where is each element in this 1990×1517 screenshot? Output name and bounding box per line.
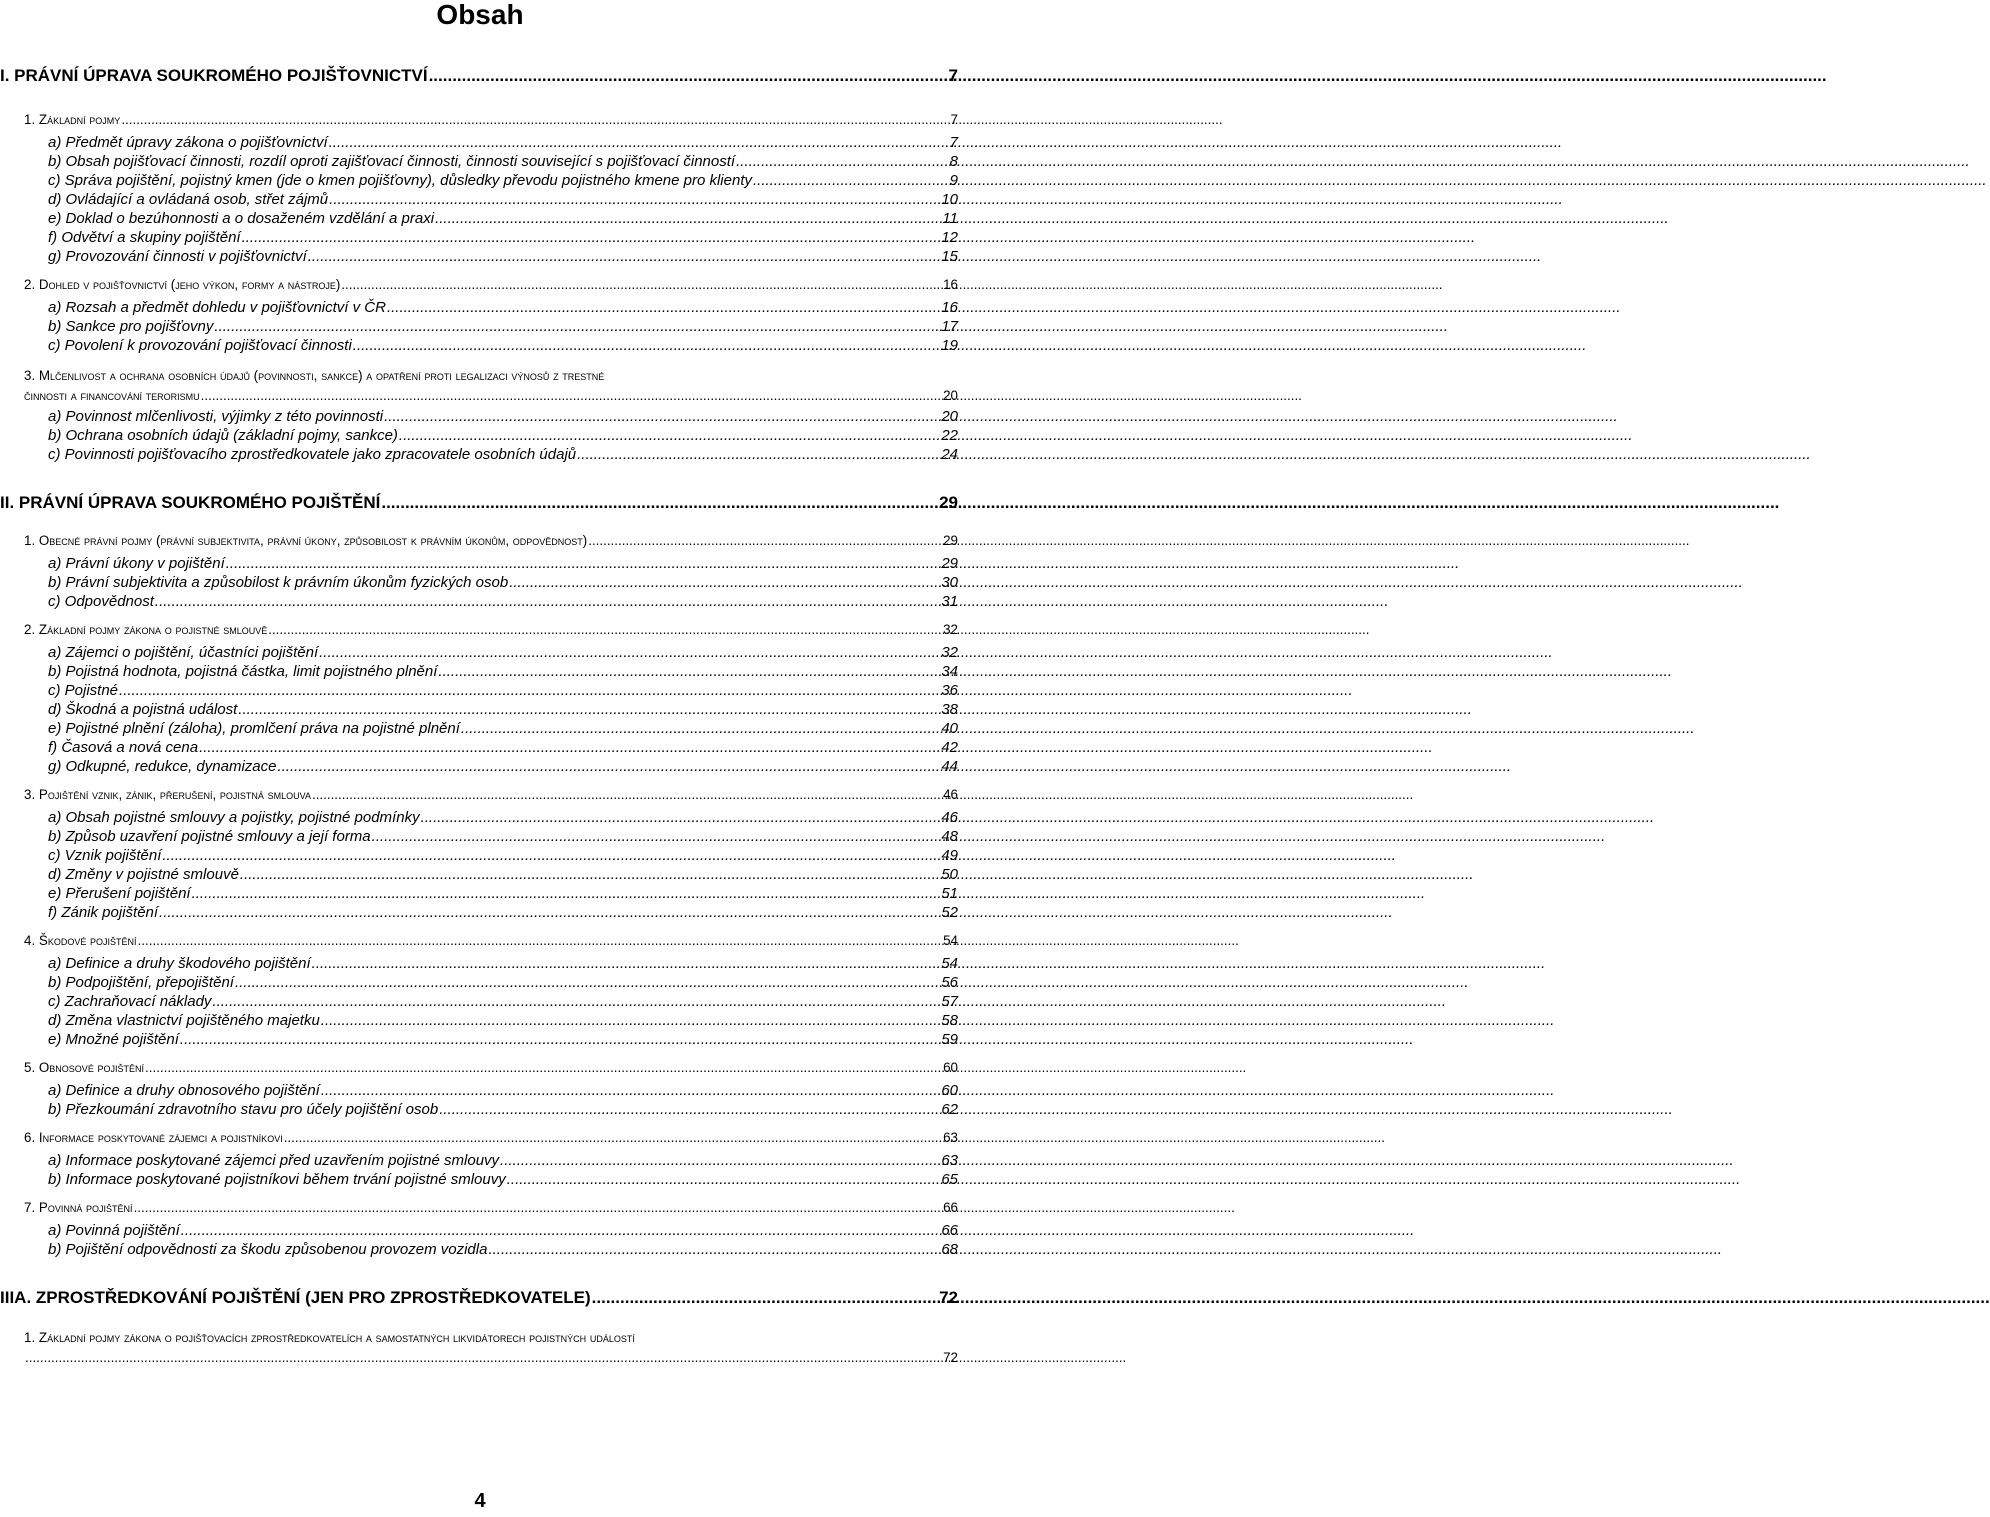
toc-item-entry-page: 20 bbox=[941, 408, 958, 425]
toc-section-entry-page: 66 bbox=[943, 1200, 958, 1215]
toc-item-entry-label: a) Zájemci o pojištění, účastníci pojištění bbox=[48, 644, 319, 661]
toc-item-entry[interactable] bbox=[0, 1031, 958, 1050]
toc-item-entry[interactable] bbox=[0, 446, 958, 465]
spacer bbox=[0, 267, 958, 277]
toc-item-entry-page: 68 bbox=[941, 1241, 958, 1258]
toc-item-entry-label: e) Množné pojištění bbox=[48, 1031, 179, 1048]
document-page bbox=[0, 0, 960, 1517]
toc-part-entry-label: I. PRÁVNÍ ÚPRAVA SOUKROMÉHO POJIŠŤOVNICTVÍ bbox=[0, 66, 428, 85]
toc-item-entry-label: d) Škodná a pojistná událost bbox=[48, 701, 238, 718]
toc-item-entry-page: 56 bbox=[941, 974, 958, 991]
dot-leader bbox=[134, 1200, 943, 1215]
toc-section-entry[interactable] bbox=[0, 1060, 958, 1082]
dot-leader bbox=[461, 720, 940, 737]
dot-leader bbox=[399, 427, 940, 444]
dot-leader bbox=[319, 644, 940, 661]
dot-leader bbox=[592, 1288, 938, 1308]
toc-item-entry-page: 58 bbox=[941, 1012, 958, 1029]
toc-section-entry-page: 16 bbox=[943, 277, 958, 292]
toc-section-entry-label: 1. Základní pojmy bbox=[24, 112, 121, 127]
toc-item-entry-label: a) Definice a druhy škodového pojištění bbox=[48, 955, 311, 972]
toc-item-entry-label: a) Předmět úpravy zákona o pojišťovnictví bbox=[48, 134, 328, 151]
dot-leader bbox=[159, 904, 940, 921]
toc-item-entry-page: 36 bbox=[941, 682, 958, 699]
toc-section-entry[interactable] bbox=[0, 1328, 958, 1370]
toc-item-entry[interactable] bbox=[0, 885, 958, 904]
toc-item-entry-page: 46 bbox=[941, 809, 958, 826]
toc-item-entry-label: f) Odvětví a skupiny pojištění bbox=[48, 229, 241, 246]
toc-item-entry-page: 24 bbox=[941, 446, 958, 463]
toc-section-entry[interactable] bbox=[0, 1200, 958, 1222]
toc-item-entry-label: e) Přerušení pojištění bbox=[48, 885, 191, 902]
toc-item-entry[interactable] bbox=[0, 408, 958, 427]
dot-leader bbox=[321, 1012, 941, 1029]
toc-item-entry-page: 31 bbox=[941, 593, 958, 610]
toc-item-entry-label: a) Povinnost mlčenlivosti, výjimky z této povinnosti bbox=[48, 408, 384, 425]
toc-item-entry[interactable] bbox=[0, 191, 958, 210]
spacer bbox=[0, 1190, 958, 1200]
toc-item-entry[interactable] bbox=[0, 701, 958, 720]
toc-section-entry[interactable] bbox=[0, 787, 958, 809]
toc-section-entry[interactable] bbox=[0, 366, 958, 408]
toc-item-entry-label: a) Definice a druhy obnosového pojištění bbox=[48, 1082, 320, 1099]
dot-leader bbox=[162, 847, 940, 864]
spacer bbox=[0, 356, 958, 366]
dot-leader bbox=[488, 1241, 940, 1258]
toc-item-entry[interactable] bbox=[0, 644, 958, 663]
dot-leader bbox=[500, 1152, 940, 1169]
toc-item-entry[interactable] bbox=[0, 153, 958, 172]
toc-item-entry-page: 29 bbox=[941, 555, 958, 572]
dot-leader bbox=[180, 1031, 940, 1048]
dot-leader bbox=[507, 1171, 941, 1188]
toc-section-entry-label: 2. Dohled v pojišťovnictví (jeho výkon, formy a nástroje) bbox=[24, 277, 341, 292]
dot-leader bbox=[353, 337, 941, 354]
toc-item-entry[interactable] bbox=[0, 134, 958, 153]
toc-item-entry-page: 50 bbox=[941, 866, 958, 883]
toc-item-entry-page: 17 bbox=[941, 318, 958, 335]
toc-item-entry[interactable] bbox=[0, 210, 958, 229]
toc-item-entry[interactable] bbox=[0, 318, 958, 337]
toc-section-entry-page: 29 bbox=[943, 533, 958, 548]
toc-section-entry-line2-label: činnosti a financování terorismu bbox=[24, 388, 200, 403]
toc-item-entry-page: 32 bbox=[941, 644, 958, 661]
dot-leader bbox=[341, 277, 942, 292]
toc-section-entry-label: 1. Obecné právní pojmy (právní subjektivita, právní úkony, způsobilost k právním úkonům, odpovědnost) bbox=[24, 533, 588, 548]
toc-item-entry[interactable] bbox=[0, 1101, 958, 1120]
toc-item-entry-label: b) Přezkoumání zdravotního stavu pro účely pojištění osob bbox=[48, 1101, 439, 1118]
toc-section-entry-label: 5. Obnosové pojištění bbox=[24, 1060, 145, 1075]
toc-item-entry-page: 15 bbox=[941, 248, 958, 265]
toc-item-entry-label: g) Odkupné, redukce, dynamizace bbox=[48, 758, 277, 775]
spacer bbox=[0, 777, 958, 787]
toc-item-entry-page: 11 bbox=[942, 210, 958, 227]
dot-leader bbox=[240, 866, 940, 883]
toc-item-entry-label: a) Právní úkony v pojištění bbox=[48, 555, 225, 572]
dot-leader bbox=[753, 172, 949, 189]
toc-section-entry-page: 46 bbox=[943, 787, 958, 802]
toc-item-entry-label: f) Časová a nová cena bbox=[48, 739, 199, 756]
toc-section-entry-page: 7 bbox=[950, 112, 958, 127]
toc-part-entry[interactable] bbox=[0, 1288, 958, 1328]
dot-leader bbox=[321, 1082, 940, 1099]
spacer bbox=[0, 1120, 958, 1130]
toc-item-entry-page: 7 bbox=[949, 134, 958, 151]
toc-item-entry-page: 49 bbox=[941, 847, 958, 864]
toc-item-entry[interactable] bbox=[0, 1012, 958, 1031]
toc-item-entry-page: 8 bbox=[949, 153, 958, 170]
page-number: 4 bbox=[474, 1490, 486, 1512]
toc-part-entry-page: 7 bbox=[948, 66, 958, 85]
toc-item-entry[interactable] bbox=[0, 809, 958, 828]
toc-item-entry-page: 12 bbox=[941, 229, 958, 246]
toc-item-entry-label: a) Obsah pojistné smlouvy a pojistky, pojistné podmínky bbox=[48, 809, 420, 826]
dot-leader bbox=[435, 210, 941, 227]
dot-leader bbox=[212, 993, 940, 1010]
toc-item-entry-label: c) Povinnosti pojišťovacího zprostředkovatele jako zpracovatele osobních údajů bbox=[48, 446, 577, 463]
toc-item-entry-page: 65 bbox=[941, 1171, 958, 1188]
dot-leader bbox=[329, 134, 949, 151]
spacer bbox=[0, 612, 958, 622]
toc-section-entry[interactable] bbox=[0, 533, 958, 555]
toc-item-entry-label: a) Rozsah a předmět dohledu v pojišťovnictví v ČR bbox=[48, 299, 386, 316]
dot-leader bbox=[329, 191, 940, 208]
toc-item-entry-page: 40 bbox=[941, 720, 958, 737]
toc-part-entry-label: IIIA. ZPROSTŘEDKOVÁNÍ POJIŠTĚNÍ (JEN PRO ZPROSTŘEDKOVATELE) bbox=[0, 1288, 591, 1307]
dot-leader bbox=[588, 533, 942, 548]
toc-item-entry-label: f) Zánik pojištění bbox=[48, 904, 159, 921]
spacer bbox=[0, 1260, 958, 1288]
toc-item-entry-label: c) Odpovědnost bbox=[48, 593, 154, 610]
dot-leader bbox=[242, 229, 941, 246]
toc-item-entry[interactable] bbox=[0, 682, 958, 701]
toc-item-entry-page: 44 bbox=[941, 758, 958, 775]
toc-item-entry[interactable] bbox=[0, 720, 958, 739]
toc-part-entry[interactable] bbox=[0, 66, 958, 112]
dot-leader bbox=[509, 574, 940, 591]
toc-item-entry-page: 38 bbox=[941, 701, 958, 718]
dot-leader bbox=[736, 153, 949, 170]
toc-item-entry-page: 10 bbox=[941, 191, 958, 208]
toc-item-entry-label: d) Ovládající a ovládaná osob, střet zájmů bbox=[48, 191, 329, 208]
toc-item-entry-label: d) Změna vlastnictví pojištěného majetku bbox=[48, 1012, 320, 1029]
toc-item-entry-label: c) Pojistné bbox=[48, 682, 119, 699]
dot-leader bbox=[155, 593, 940, 610]
dot-leader bbox=[577, 446, 940, 463]
toc-item-entry-label: b) Pojistná hodnota, pojistná částka, limit pojistného plnění bbox=[48, 663, 438, 680]
toc-section-entry-page: 32 bbox=[943, 622, 958, 637]
dot-leader bbox=[277, 758, 940, 775]
toc-item-entry-page: 62 bbox=[941, 1101, 958, 1118]
dot-leader bbox=[439, 1101, 940, 1118]
toc-item-entry-page: 51 bbox=[941, 885, 958, 902]
toc-item-entry-label: b) Podpojištění, přepojištění bbox=[48, 974, 234, 991]
toc-section-entry[interactable] bbox=[0, 933, 958, 955]
toc-item-entry[interactable] bbox=[0, 1171, 958, 1190]
dot-leader bbox=[421, 809, 941, 826]
dot-leader bbox=[138, 933, 943, 948]
dot-leader bbox=[181, 1222, 941, 1239]
dot-leader bbox=[235, 974, 940, 991]
toc-part-entry-label: II. PRÁVNÍ ÚPRAVA SOUKROMÉHO POJIŠTĚNÍ bbox=[0, 493, 381, 512]
toc-item-entry[interactable] bbox=[0, 427, 958, 446]
toc-section-entry[interactable] bbox=[0, 277, 958, 299]
toc-section-entry-label: 3. Pojištění vznik, zánik, přerušení, pojistná smlouva bbox=[24, 787, 311, 802]
toc-item-entry[interactable] bbox=[0, 904, 958, 923]
toc-item-entry-label: e) Doklad o bezúhonnosti a o dosaženém vzdělání a praxi bbox=[48, 210, 435, 227]
toc-item-entry-page: 30 bbox=[941, 574, 958, 591]
dot-leader bbox=[145, 1060, 942, 1075]
toc-item-entry[interactable] bbox=[0, 172, 958, 191]
spacer bbox=[0, 465, 958, 493]
toc-item-entry[interactable] bbox=[0, 974, 958, 993]
dot-leader bbox=[312, 955, 941, 972]
toc-item-entry[interactable] bbox=[0, 299, 958, 318]
toc-item-entry-label: e) Pojistné plnění (záloha), promlčení práva na pojistné plnění bbox=[48, 720, 460, 737]
toc-item-entry-page: 60 bbox=[941, 1082, 958, 1099]
toc-item-entry-label: d) Změny v pojistné smlouvě bbox=[48, 866, 239, 883]
toc-section-entry[interactable] bbox=[0, 1130, 958, 1152]
toc-item-entry-label: b) Pojištění odpovědnosti za škodu způsobenou provozem vozidla bbox=[48, 1241, 488, 1258]
toc-item-entry-page: 42 bbox=[941, 739, 958, 756]
dot-leader bbox=[226, 555, 941, 572]
dot-leader bbox=[121, 112, 949, 127]
toc-item-entry[interactable] bbox=[0, 955, 958, 974]
toc-item-entry[interactable] bbox=[0, 758, 958, 777]
dot-leader bbox=[387, 299, 940, 316]
dot-leader bbox=[312, 787, 942, 802]
toc-section-entry[interactable] bbox=[0, 112, 958, 134]
dot-leader bbox=[238, 701, 940, 718]
toc-item-entry-page: 48 bbox=[941, 828, 958, 845]
toc-item-entry-label: c) Zachraňovací náklady bbox=[48, 993, 212, 1010]
toc-item-entry[interactable] bbox=[0, 1152, 958, 1171]
toc-section-entry-label: 4. Škodové pojištění bbox=[24, 933, 137, 948]
toc-item-entry[interactable] bbox=[0, 248, 958, 267]
toc-section-entry-line2[interactable] bbox=[24, 1348, 958, 1370]
toc-item-entry[interactable] bbox=[0, 866, 958, 885]
dot-leader bbox=[438, 663, 940, 680]
toc-item-entry[interactable] bbox=[0, 739, 958, 758]
toc-item-entry-page: 63 bbox=[941, 1152, 958, 1169]
toc-item-entry[interactable] bbox=[0, 229, 958, 248]
toc-item-entry-label: c) Povolení k provozování pojišťovací činnosti bbox=[48, 337, 352, 354]
dot-leader bbox=[372, 828, 941, 845]
dot-leader bbox=[199, 739, 940, 756]
toc-section-entry-page: 63 bbox=[943, 1130, 958, 1145]
toc-item-entry[interactable] bbox=[0, 574, 958, 593]
toc-section-entry-label-line1: 1. Základní pojmy zákona o pojišťovacích zprostředkovatelích a samostatných likvidátorech pojistných událostí bbox=[24, 1330, 635, 1345]
toc-item-entry-page: 34 bbox=[941, 663, 958, 680]
toc-item-entry[interactable] bbox=[0, 828, 958, 847]
toc-item-entry-label: b) Právní subjektivita a způsobilost k právním úkonům fyzických osob bbox=[48, 574, 509, 591]
toc-item-entry-page: 16 bbox=[941, 299, 958, 316]
toc-section-entry-label: 6. Informace poskytované zájemci a pojistníkovi bbox=[24, 1130, 283, 1145]
toc-item-entry-page: 54 bbox=[941, 955, 958, 972]
toc-item-entry[interactable] bbox=[0, 337, 958, 356]
dot-leader bbox=[201, 386, 942, 405]
spacer bbox=[0, 923, 958, 933]
toc-section-entry-label: 2. Základní pojmy zákona o pojistné smlouvě bbox=[24, 622, 268, 637]
toc-item-entry[interactable] bbox=[0, 1222, 958, 1241]
toc-section-entry-page: 60 bbox=[943, 1060, 958, 1075]
toc-item-entry-label: b) Obsah pojišťovací činnosti, rozdíl oproti zajišťovací činnosti, činnosti související s pojišťovací činností bbox=[48, 153, 736, 170]
toc-item-entry-label: c) Správa pojištění, pojistný kmen (jde o kmen pojišťovny), důsledky převodu pojistného kmene pro klienty bbox=[48, 172, 752, 189]
toc-item-entry-page: 59 bbox=[941, 1031, 958, 1048]
dot-leader bbox=[284, 1130, 942, 1145]
toc-item-entry-page: 9 bbox=[949, 172, 958, 189]
toc-section-entry-line2-page: 20 bbox=[943, 388, 958, 403]
page-title: Obsah bbox=[436, 0, 524, 30]
toc-item-entry[interactable] bbox=[0, 663, 958, 682]
toc-part-entry-page: 29 bbox=[939, 493, 958, 512]
toc-item-entry-page: 52 bbox=[941, 904, 958, 921]
toc-item-entry-page: 19 bbox=[941, 337, 958, 354]
dot-leader bbox=[214, 318, 940, 335]
toc-item-entry-label: g) Provozování činnosti v pojišťovnictví bbox=[48, 248, 307, 265]
toc-item-entry-page: 22 bbox=[941, 427, 958, 444]
toc-section-entry[interactable] bbox=[0, 622, 958, 644]
toc-item-entry-label: b) Ochrana osobních údajů (základní pojmy, sankce) bbox=[48, 427, 398, 444]
toc-item-entry-label: a) Povinná pojištění bbox=[48, 1222, 180, 1239]
toc-item-entry[interactable] bbox=[0, 593, 958, 612]
toc-item-entry[interactable] bbox=[0, 1082, 958, 1101]
toc-section-entry-line2-page: 72 bbox=[943, 1350, 958, 1365]
toc-item-entry-label: b) Informace poskytované pojistníkovi během trvání pojistné smlouvy bbox=[48, 1171, 506, 1188]
toc-part-entry[interactable] bbox=[0, 493, 958, 533]
toc-section-entry-label-line1: 3. Mlčenlivost a ochrana osobních údajů (povinnosti, sankce) a opatření proti legalizaci výnosů z trestné bbox=[24, 368, 605, 383]
toc-item-entry-page: 66 bbox=[941, 1222, 958, 1239]
toc-item-entry[interactable] bbox=[0, 847, 958, 866]
dot-leader bbox=[429, 66, 948, 86]
dot-leader bbox=[381, 493, 938, 513]
toc-section-entry-label: 7. Povinná pojištění bbox=[24, 1200, 133, 1215]
dot-leader bbox=[384, 408, 940, 425]
table-of-contents bbox=[0, 66, 958, 1370]
spacer bbox=[0, 1050, 958, 1060]
toc-part-entry-page: 72 bbox=[939, 1288, 958, 1307]
toc-item-entry[interactable] bbox=[0, 1241, 958, 1260]
toc-item-entry-page: 57 bbox=[941, 993, 958, 1010]
toc-item-entry-label: b) Sankce pro pojišťovny bbox=[48, 318, 214, 335]
toc-item-entry-label: a) Informace poskytované zájemci před uzavřením pojistné smlouvy bbox=[48, 1152, 500, 1169]
toc-item-entry[interactable] bbox=[0, 993, 958, 1012]
toc-item-entry-label: c) Vznik pojištění bbox=[48, 847, 162, 864]
toc-section-entry-page: 54 bbox=[943, 933, 958, 948]
dot-leader bbox=[192, 885, 941, 902]
dot-leader bbox=[25, 1348, 942, 1367]
toc-item-entry-label: b) Způsob uzavření pojistné smlouvy a její forma bbox=[48, 828, 371, 845]
toc-section-entry-line2[interactable] bbox=[24, 386, 958, 408]
toc-item-entry[interactable] bbox=[0, 555, 958, 574]
dot-leader bbox=[308, 248, 941, 265]
dot-leader bbox=[268, 622, 942, 637]
dot-leader bbox=[119, 682, 940, 699]
